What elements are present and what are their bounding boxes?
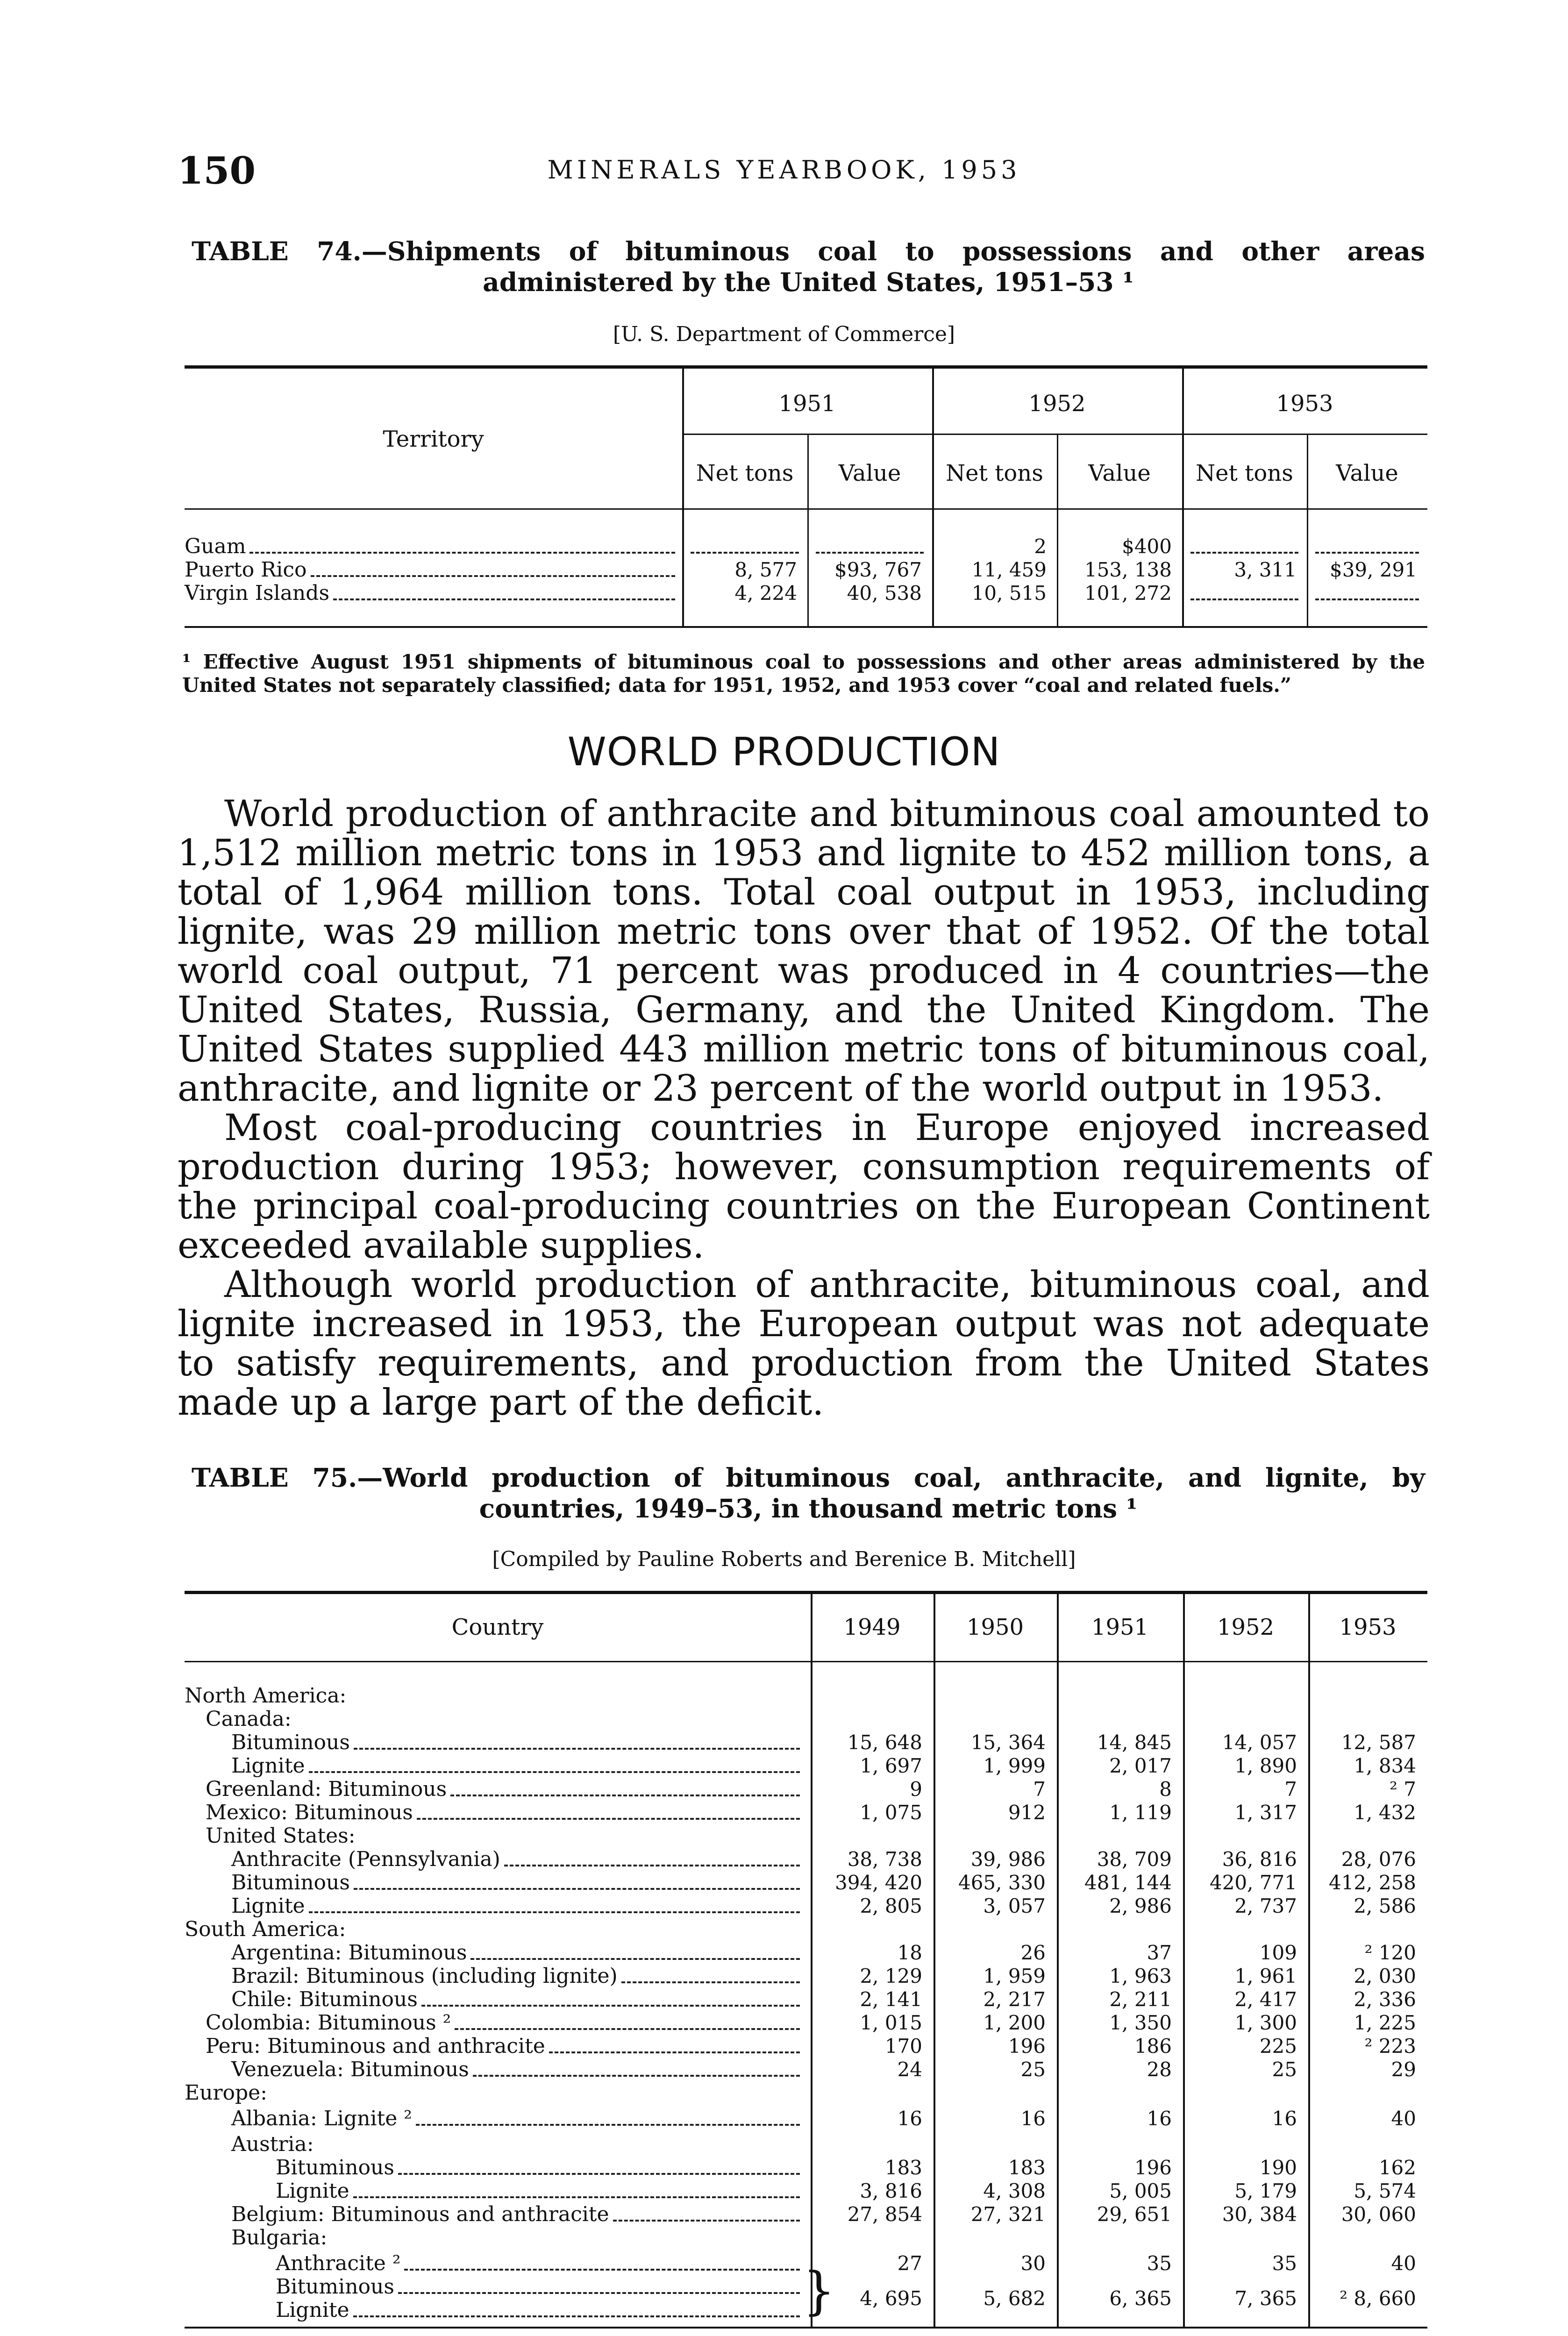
t75-cell: 16 [1272, 2107, 1297, 2130]
t75-cell: 2, 417 [1234, 1988, 1297, 2011]
t75-leader-dots [309, 1771, 800, 1773]
t74-leader-dots [249, 552, 675, 554]
t75-cell: 4, 695 [860, 2287, 922, 2310]
t75-leader-dots [549, 2051, 800, 2053]
t75-row-label: Anthracite (Pennsylvania) [231, 1847, 500, 1871]
t75-cell: 25 [1020, 2058, 1046, 2081]
table75-year-header: 1949 [843, 1614, 901, 1640]
t75-cell: 40 [1391, 2107, 1416, 2130]
table74-head-rule [185, 508, 1427, 510]
t75-cell: 1, 317 [1234, 1801, 1297, 1824]
table75-year-header: 1950 [966, 1614, 1024, 1640]
paragraph: World production of anthracite and bituminous coal amounted to 1,512 million metric tons in 1953 and lignite to 452 million tons, a total of 1,964 million tons. Total coal output in 1953, including lignite, was 29 million metric tons over that of 1952. Of the total world coal output, 71 percent was produced in 4 countries—the United States, Russia, Germany, and the United Kingdom. The United States supplied 443 million metric tons of bituminous coal, anthracite, and lignite or 23 percent of the world output in 1953. [178, 793, 1430, 1110]
t75-cell: 28, 076 [1341, 1848, 1416, 1871]
t75-cell: 35 [1272, 2252, 1297, 2275]
t74-cell: 4, 224 [734, 582, 797, 605]
t75-cell: 9 [910, 1778, 922, 1801]
t74-cell: 101, 272 [1084, 582, 1172, 605]
t75-cell: 1, 225 [1354, 2011, 1416, 2034]
t75-cell: 14, 845 [1097, 1731, 1172, 1754]
table75-title-line2: countries, 1949–53, in thousand metric tons ¹ [479, 1493, 1138, 1524]
t75-cell: 5, 005 [1109, 2179, 1172, 2202]
t74-leader-dots [333, 598, 675, 600]
t75-cell: 7 [1033, 1778, 1046, 1801]
t74-empty-cell [816, 552, 924, 554]
t75-cell: 28 [1147, 2058, 1172, 2081]
t75-cell: 1, 350 [1109, 2011, 1172, 2034]
t75-cell: 1, 961 [1234, 1965, 1297, 1987]
t75-cell: 2, 805 [860, 1894, 922, 1917]
table74-year-rule [682, 434, 1427, 435]
t75-cell: ² 120 [1364, 1941, 1416, 1964]
t75-cell: 2, 211 [1109, 1988, 1172, 2011]
t75-cell: 1, 834 [1354, 1754, 1416, 1777]
table74-subheader: Value [1088, 460, 1151, 486]
t75-cell: 25 [1272, 2058, 1297, 2081]
t75-cell: 2, 017 [1109, 1754, 1172, 1777]
table74-subheader: Net tons [1196, 460, 1293, 486]
t75-row-label: Bulgaria: [231, 2226, 328, 2250]
t75-row-label: Argentina: Bituminous [231, 1941, 467, 1965]
t75-cell: 2, 586 [1354, 1894, 1416, 1917]
t75-row-label: Lignite [231, 1754, 305, 1778]
table74-title-line1: TABLE 74.—Shipments of bituminous coal to possessions and other areas [192, 236, 1425, 266]
t75-row-label: Lignite [276, 2298, 349, 2322]
t74-cell: 153, 138 [1084, 558, 1172, 581]
t75-cell: 1, 200 [983, 2011, 1046, 2034]
t75-cell: 420, 771 [1209, 1871, 1297, 1894]
t75-cell: 5, 179 [1234, 2179, 1297, 2202]
t75-cell: 30 [1020, 2252, 1046, 2275]
t75-cell: 1, 963 [1109, 1965, 1172, 1987]
t75-leader-dots [470, 1958, 800, 1960]
t75-cell: 26 [1020, 1941, 1046, 1964]
t75-cell: 4, 308 [983, 2179, 1046, 2202]
table75-source: [Compiled by Pauline Roberts and Berenice B. Mitchell] [492, 1547, 1076, 1571]
t75-cell: 1, 119 [1109, 1801, 1172, 1824]
t75-row-label: Albania: Lignite ² [231, 2107, 412, 2130]
t75-cell: 1, 075 [860, 1801, 922, 1824]
t74-cell: 3, 311 [1234, 558, 1297, 581]
t75-cell: 12, 587 [1341, 1731, 1416, 1754]
t75-cell: 1, 015 [860, 2011, 922, 2034]
t75-cell: 24 [897, 2058, 922, 2081]
t75-cell: 16 [1020, 2107, 1046, 2130]
table74-subheader: Value [838, 460, 901, 486]
t75-leader-dots [309, 1911, 800, 1913]
t75-row-label: Colombia: Bituminous ² [206, 2011, 451, 2035]
t75-row-label: Belgium: Bituminous and anthracite [231, 2202, 609, 2226]
t75-row-label: Anthracite ² [276, 2251, 401, 2275]
t75-cell: 2, 986 [1109, 1894, 1172, 1917]
body-text [178, 794, 1430, 1422]
t75-cell: 465, 330 [958, 1871, 1046, 1894]
t75-leader-dots [398, 2173, 800, 2175]
t75-leader-dots [504, 1865, 800, 1866]
t75-row-label: Europe: [185, 2081, 268, 2105]
t75-cell: 27, 321 [970, 2203, 1046, 2226]
table75-title-line1: TABLE 75.—World production of bituminous coal, anthracite, and lignite, by [192, 1462, 1425, 1493]
t75-cell: 1, 432 [1354, 1801, 1416, 1824]
t75-cell: 5, 682 [983, 2287, 1046, 2310]
t75-leader-dots [354, 1888, 800, 1890]
t75-cell: 183 [884, 2156, 922, 2179]
table74-footnote: ¹ Effective August 1951 shipments of bituminous coal to possessions and other areas administered by the United States not separately classified; data for 1951, 1952, and 1953 cover “coal and related fuels.” [182, 650, 1425, 697]
t75-cell: 190 [1259, 2156, 1297, 2179]
t75-cell: 16 [1147, 2107, 1172, 2130]
t75-cell: 27, 854 [847, 2203, 922, 2226]
t75-leader-dots [416, 2124, 800, 2126]
t74-territory-label: Virgin Islands [185, 581, 330, 605]
t74-empty-cell [1315, 598, 1419, 600]
table75-top-rule [185, 1591, 1427, 1594]
t75-row-label: Venezuela: Bituminous [231, 2058, 469, 2081]
t75-cell: 5, 574 [1354, 2179, 1416, 2202]
t75-cell: 196 [1134, 2156, 1172, 2179]
t75-cell: 1, 999 [983, 1754, 1046, 1777]
page-number: 150 [178, 149, 256, 192]
t74-territory-label: Puerto Rico [185, 558, 307, 582]
t74-cell: $400 [1122, 535, 1172, 558]
t75-row-label: North America: [185, 1684, 347, 1708]
t75-brace: } [803, 2261, 835, 2321]
t75-cell: 170 [884, 2035, 922, 2058]
t75-leader-dots [450, 1795, 800, 1796]
t75-row-label: Bituminous [276, 2275, 394, 2299]
t75-row-label: South America: [185, 1917, 346, 1941]
t75-cell: 481, 144 [1084, 1871, 1172, 1894]
table75-bottom-rule [185, 2327, 1427, 2329]
t75-leader-dots [613, 2220, 800, 2222]
t75-row-label: Bituminous [231, 1731, 350, 1754]
t75-cell: 3, 057 [983, 1894, 1046, 1917]
t75-leader-dots [455, 2028, 800, 2030]
t75-cell: 109 [1259, 1941, 1297, 1964]
t75-leader-dots [417, 1818, 800, 1820]
t75-row-label: Brazil: Bituminous (including lignite) [231, 1964, 618, 1988]
running-title: MINERALS YEARBOOK, 1953 [547, 155, 1021, 185]
t75-leader-dots [421, 2005, 800, 2007]
table74-subheader: Net tons [946, 460, 1043, 486]
t75-cell: 15, 648 [847, 1731, 922, 1754]
t75-cell: 183 [1008, 2156, 1046, 2179]
t75-cell: 30, 060 [1341, 2203, 1416, 2226]
t75-cell: 16 [897, 2107, 922, 2130]
t75-cell: 18 [897, 1941, 922, 1964]
t75-cell: 36, 816 [1222, 1848, 1297, 1871]
table75-year-header: 1952 [1217, 1614, 1275, 1640]
t75-cell: 2, 217 [983, 1988, 1046, 2011]
t75-leader-dots [354, 1748, 800, 1750]
t75-cell: 2, 030 [1354, 1965, 1416, 1987]
t75-leader-dots [398, 2292, 800, 2294]
t74-empty-cell [1315, 552, 1419, 554]
t75-cell: ² 7 [1390, 1778, 1416, 1801]
t74-empty-cell [1190, 598, 1298, 600]
t75-cell: 38, 709 [1097, 1848, 1172, 1871]
table74-top-rule [185, 365, 1427, 369]
t75-cell: 27 [897, 2252, 922, 2275]
table74-title-line2: administered by the United States, 1951–53 ¹ [483, 267, 1134, 297]
t74-cell: 10, 515 [971, 582, 1047, 605]
t75-leader-dots [353, 2315, 800, 2317]
t74-territory-label: Guam [185, 534, 246, 558]
t75-cell: 1, 959 [983, 1965, 1046, 1987]
t75-cell: 39, 986 [970, 1848, 1046, 1871]
table74-year-header: 1951 [778, 391, 836, 417]
t74-leader-dots [311, 575, 675, 577]
t75-cell: 1, 300 [1234, 2011, 1297, 2034]
t75-cell: 412, 258 [1328, 1871, 1416, 1894]
paragraph: Most coal-producing countries in Europe enjoyed increased production during 1953; however, consumption requirements of the principal coal-producing countries on the European Continent exceeded available supplies. [178, 1107, 1430, 1267]
t75-row-label: Austria: [231, 2132, 314, 2156]
t75-cell: 7 [1284, 1778, 1297, 1801]
t75-cell: 1, 890 [1234, 1754, 1297, 1777]
t75-row-label: United States: [206, 1824, 356, 1848]
table74-title [192, 236, 1425, 298]
t75-cell: 394, 420 [834, 1871, 922, 1894]
t75-leader-dots [621, 1981, 800, 1983]
t74-empty-cell [691, 552, 799, 554]
t75-cell: 15, 364 [970, 1731, 1046, 1754]
t75-row-label: Greenland: Bituminous [206, 1777, 447, 1801]
t75-row-label: Peru: Bituminous and anthracite [206, 2034, 545, 2058]
t75-cell: 6, 365 [1109, 2287, 1172, 2310]
t75-row-label: Bituminous [276, 2156, 394, 2179]
t75-leader-dots [473, 2075, 800, 2077]
t75-cell: 2, 336 [1354, 1988, 1416, 2011]
t75-cell: 37 [1147, 1941, 1172, 1964]
t74-cell: $93, 767 [834, 558, 922, 581]
t75-cell: 30, 384 [1222, 2203, 1297, 2226]
t74-empty-cell [1190, 552, 1298, 554]
t75-row-label: Bituminous [231, 1871, 350, 1894]
t75-cell: 8 [1159, 1778, 1172, 1801]
t75-cell: 2, 141 [860, 1988, 922, 2011]
table74-territory-header: Territory [383, 426, 484, 452]
t75-row-label: Canada: [206, 1707, 292, 1731]
t75-cell: 38, 738 [847, 1848, 922, 1871]
t74-cell: 8, 577 [734, 558, 797, 581]
t75-cell: 162 [1378, 2156, 1416, 2179]
section-heading: WORLD PRODUCTION [567, 729, 1001, 775]
table75-country-header: Country [451, 1614, 544, 1640]
table74-year-header: 1953 [1276, 391, 1333, 417]
t75-cell: 14, 057 [1222, 1731, 1297, 1754]
t74-cell: 40, 538 [847, 582, 922, 605]
t75-cell: 912 [1008, 1801, 1046, 1824]
table74-subheader: Value [1336, 460, 1398, 486]
t75-cell: 186 [1134, 2035, 1172, 2058]
table74-year-header: 1952 [1028, 391, 1086, 417]
t75-cell: 35 [1147, 2252, 1172, 2275]
t75-leader-dots [404, 2269, 800, 2271]
t75-cell: 1, 697 [860, 1754, 922, 1777]
table74-subheader: Net tons [696, 460, 794, 486]
t75-row-label: Chile: Bituminous [231, 1987, 418, 2011]
t75-cell: ² 223 [1364, 2035, 1416, 2058]
t75-cell: ² 8, 660 [1340, 2287, 1416, 2310]
t74-cell: 2 [1034, 535, 1047, 558]
table75-year-header: 1951 [1091, 1614, 1149, 1640]
t75-cell: 2, 129 [860, 1965, 922, 1987]
t75-row-label: Mexico: Bituminous [206, 1801, 413, 1824]
t75-cell: 225 [1259, 2035, 1297, 2058]
t75-cell: 196 [1008, 2035, 1046, 2058]
table74-bottom-rule [185, 626, 1427, 628]
t75-row-label: Lignite [231, 1894, 305, 1918]
t75-cell: 40 [1391, 2252, 1416, 2275]
t75-cell: 29, 651 [1097, 2203, 1172, 2226]
table75-title [192, 1462, 1425, 1524]
t75-cell: 3, 816 [860, 2179, 922, 2202]
paragraph: Although world production of anthracite, bituminous coal, and lignite increased in 1953, the European output was not adequate to satisfy requirements, and production from the United States made up a large part of the deficit. [178, 1264, 1430, 1424]
table75-head-rule [185, 1661, 1427, 1662]
t75-cell: 29 [1391, 2058, 1416, 2081]
t75-leader-dots [353, 2196, 800, 2198]
table75-year-header: 1953 [1339, 1614, 1397, 1640]
t74-cell: $39, 291 [1329, 558, 1417, 581]
table74-source: [U. S. Department of Commerce] [613, 322, 955, 346]
t75-cell: 2, 737 [1234, 1894, 1297, 1917]
t75-cell: 7, 365 [1234, 2287, 1297, 2310]
t74-cell: 11, 459 [971, 558, 1047, 581]
t75-row-label: Lignite [276, 2179, 349, 2203]
